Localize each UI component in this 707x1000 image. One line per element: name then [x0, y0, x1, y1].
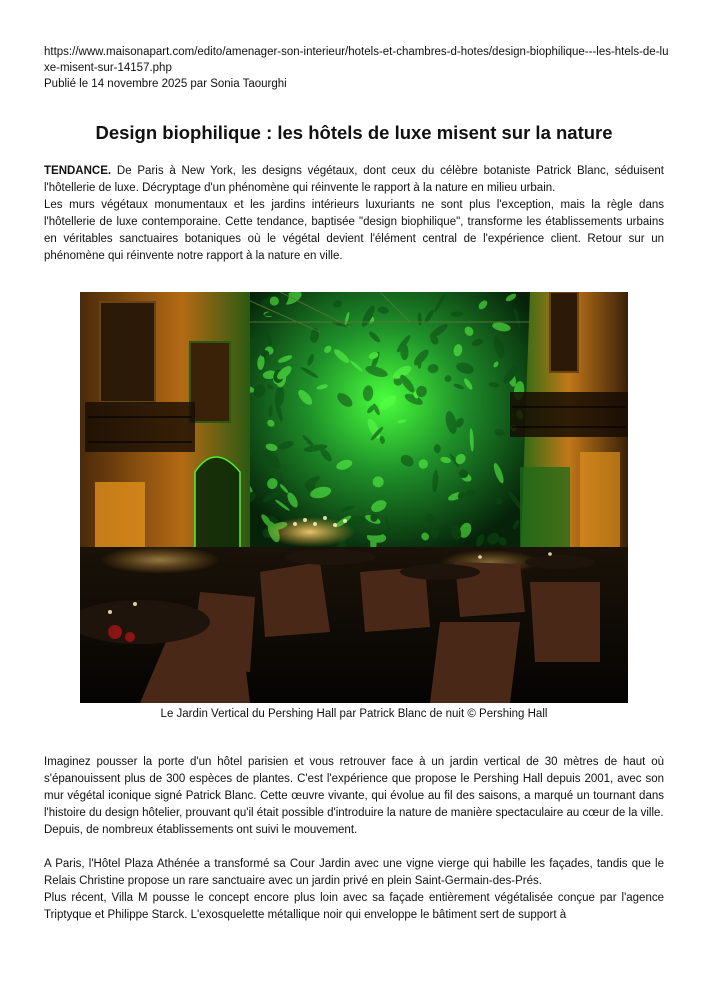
body-paragraph-1: Imaginez pousser la porte d'un hôtel parisien et vous retrouver face à un jardin vertical de 30 mètres de haut où s'épanouissent plus de 300 espèces de plantes. C'est l'expérience que propose le Pershing Hall depuis 2001, avec son mur végétal iconique signé Patrick Blanc. Cette œuvre vivante, qui évolue au fil des saisons, a marqué un tournant dans l'histoire du design hôtelier, prouvant qu'il était possible d'introduire la nature de manière spectaculaire au cœur de la ville. [44, 756, 664, 819]
leaf-texture [450, 311, 463, 316]
source-url: https://www.maisonapart.com/edito/amenager-son-interieur/hotels-et-chambres-d-hotes/design-biophilique---les-htels-de-luxe-misent-sur-14157.php [44, 46, 669, 74]
article-title: Design biophilique : les hôtels de luxe misent sur la nature [95, 122, 613, 143]
body-paragraph-2: Depuis, de nombreux établissements ont suivi le mouvement. [44, 824, 358, 836]
body-paragraph-3: A Paris, l'Hôtel Plaza Athénée a transformé sa Cour Jardin avec une vigne vierge qui habille les façades, tandis que le Relais Christine propose un rare sanctuaire avec un jardin privé en plein Saint-Germain-des-Prés. [44, 858, 664, 887]
intro-paragraph: Les murs végétaux monumentaux et les jardins intérieurs luxuriants ne sont plus l'exception, mais la règle dans l'hôtellerie de luxe contemporaine. Cette tendance, baptisée "design biophilique", transforme les établissements urbains en véritables sanctuaires botaniques où le végétal devient l'élément central de l'expérience client. Retour sur un phénomène qui réinvente notre rapport à la nature en ville. [44, 199, 664, 262]
photo-caption: Le Jardin Vertical du Pershing Hall par Patrick Blanc de nuit © Pershing Hall [160, 708, 548, 720]
lead-paragraph [44, 163, 664, 197]
article-lead [44, 163, 664, 265]
article-body [44, 754, 664, 924]
article-meta [44, 44, 674, 92]
paragraph-gap [44, 839, 664, 856]
publication-line: Publié le 14 novembre 2025 par Sonia Taourghi [44, 78, 287, 90]
body-paragraph-4: Plus récent, Villa M pousse le concept encore plus loin avec sa façade entièrement végétalisée conçue par l'agence Triptyque et Philippe Starck. L'exosquelette métallique noir qui enveloppe le bâtiment sert de support à [44, 892, 664, 921]
article-photo [80, 292, 628, 703]
lead-label: TENDANCE. [44, 165, 112, 177]
lead-text: De Paris à New York, les designs végétaux, dont ceux du célèbre botaniste Patrick Blanc, séduisent l'hôtellerie de luxe. Décryptage d'un phénomène qui réinvente le rapport à la nature en milieu urbain. [44, 165, 664, 194]
vertical-garden-photo [80, 292, 628, 703]
